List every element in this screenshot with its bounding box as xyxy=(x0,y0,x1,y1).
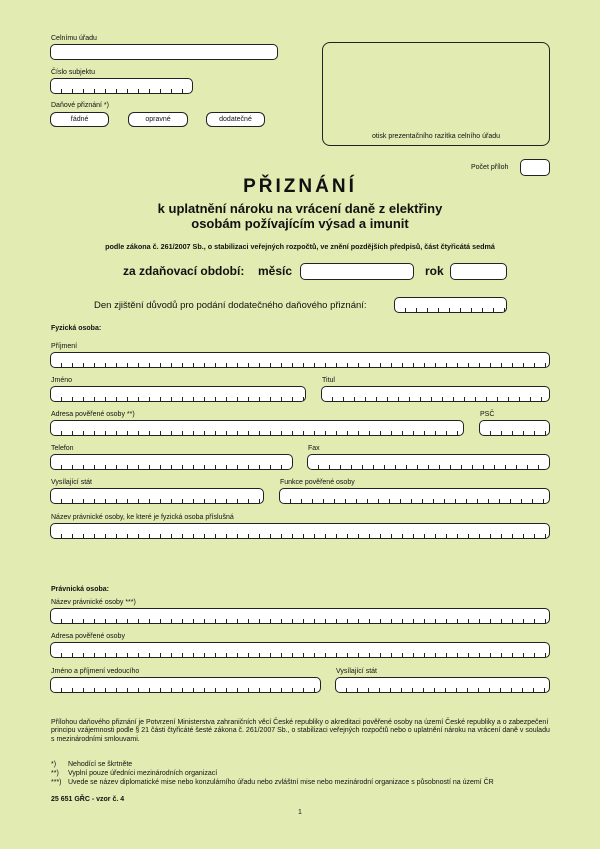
funkce-field[interactable] xyxy=(279,488,550,504)
option-opravne[interactable]: opravné xyxy=(128,112,188,127)
pocet-priloh-label: Počet příloh xyxy=(471,164,509,171)
month-field[interactable] xyxy=(300,263,414,280)
stamp-area xyxy=(322,42,550,146)
note-text-1: Nehodící se škrtněte xyxy=(68,761,133,768)
funkce-label: Funkce pověřené osoby xyxy=(280,479,355,486)
option-dodatecne[interactable]: dodatečné xyxy=(206,112,265,127)
form-code: 25 651 GŘC - vzor č. 4 xyxy=(51,796,125,803)
period-label: za zdaňovací období: xyxy=(123,264,245,278)
note-mark-1: *) xyxy=(51,761,57,768)
title-line1: k uplatnění nároku na vrácení daně z elektřiny xyxy=(157,201,443,216)
fax-label: Fax xyxy=(308,445,320,452)
adresa-fyz-label: Adresa pověřené osoby **) xyxy=(51,411,135,418)
cislo-subjektu-label: Číslo subjektu xyxy=(51,69,95,76)
nazev-pravnicke-label: Název právnické osoby, ke které je fyzická osoba příslušná xyxy=(51,514,234,521)
year-field[interactable] xyxy=(450,263,507,280)
celni-urad-label: Celnímu úřadu xyxy=(51,35,97,42)
vysilajici-stat-fyz-field[interactable] xyxy=(50,488,264,504)
telefon-field[interactable] xyxy=(50,454,293,470)
vedouci-field[interactable] xyxy=(50,677,321,693)
danove-priznani-label: Daňové přiznání *) xyxy=(51,102,109,109)
nazev-pravnicke-field[interactable] xyxy=(50,523,550,539)
nazev-po-label: Název právnické osoby ***) xyxy=(51,599,136,606)
adresa-po-field[interactable] xyxy=(50,642,550,658)
discovery-date-field[interactable] xyxy=(394,297,507,313)
law-reference: podle zákona č. 261/2007 Sb., o stabilizaci veřejných rozpočtů, ve znění pozdějších předpisů, část čtyřicátá sedmá xyxy=(105,242,495,251)
psc-field[interactable] xyxy=(479,420,550,436)
prijmeni-field[interactable] xyxy=(50,352,550,368)
celni-urad-field[interactable] xyxy=(50,44,278,60)
note-mark-2: **) xyxy=(51,770,59,777)
vedouci-label: Jméno a příjmení vedoucího xyxy=(51,668,140,675)
page-number: 1 xyxy=(298,809,302,816)
discovery-date-label: Den zjištění důvodů pro podání dodatečného daňového přiznání: xyxy=(94,300,367,311)
jmeno-field[interactable] xyxy=(50,386,306,402)
pocet-priloh-field[interactable] xyxy=(520,159,550,176)
telefon-label: Telefon xyxy=(51,445,74,452)
titul-field[interactable] xyxy=(321,386,550,402)
jmeno-label: Jméno xyxy=(51,377,73,384)
note-text-2: Vyplní pouze úředníci mezinárodních organizací xyxy=(68,770,218,777)
titul-label: Titul xyxy=(322,377,335,384)
vysilajici-stat-po-field[interactable] xyxy=(335,677,550,693)
note-mark-3: ***) xyxy=(51,779,62,786)
adresa-po-label: Adresa pověřené osoby xyxy=(51,633,125,640)
vysilajici-stat-fyz-label: Vysílající stát xyxy=(51,479,92,486)
month-label: měsíc xyxy=(258,264,293,278)
pravnicka-section-title: Právnická osoba: xyxy=(51,586,109,593)
year-label: rok xyxy=(425,264,444,278)
adresa-fyz-field[interactable] xyxy=(50,420,464,436)
title-line2: osobám požívajícím výsad a imunit xyxy=(191,216,409,231)
psc-label: PSČ xyxy=(480,411,495,418)
option-radne[interactable]: řádné xyxy=(50,112,109,127)
form-title: PŘIZNÁNÍ xyxy=(243,176,357,197)
fax-field[interactable] xyxy=(307,454,550,470)
vysilajici-stat-po-label: Vysílající stát xyxy=(336,668,377,675)
attachment-paragraph: Přílohou daňového přiznání je Potvrzení Ministerstva zahraničních věcí České republiky o akreditaci pověřené osoby na území České republiky a o zabezpečení principu vzájemnosti podle § 21 části čtyřicáté šesté zákona č. 261/2007 Sb., o stabilizaci veřejných rozpočtů nebo o uplatnění nároku na vrácení daně v souladu s mezinárodními smlouvami. xyxy=(51,719,550,743)
fyzicka-section-title: Fyzická osoba: xyxy=(51,325,102,332)
stamp-label: otisk prezentačního razítka celního úřadu xyxy=(371,133,501,140)
cislo-subjektu-field[interactable] xyxy=(50,78,193,94)
note-text-3: Uvede se název diplomatické mise nebo konzulárního úřadu nebo zvláštní mise nebo mezinárodní organizace s působností na území ČR xyxy=(68,779,494,786)
nazev-po-field[interactable] xyxy=(50,608,550,624)
prijmeni-label: Příjmení xyxy=(51,343,78,350)
